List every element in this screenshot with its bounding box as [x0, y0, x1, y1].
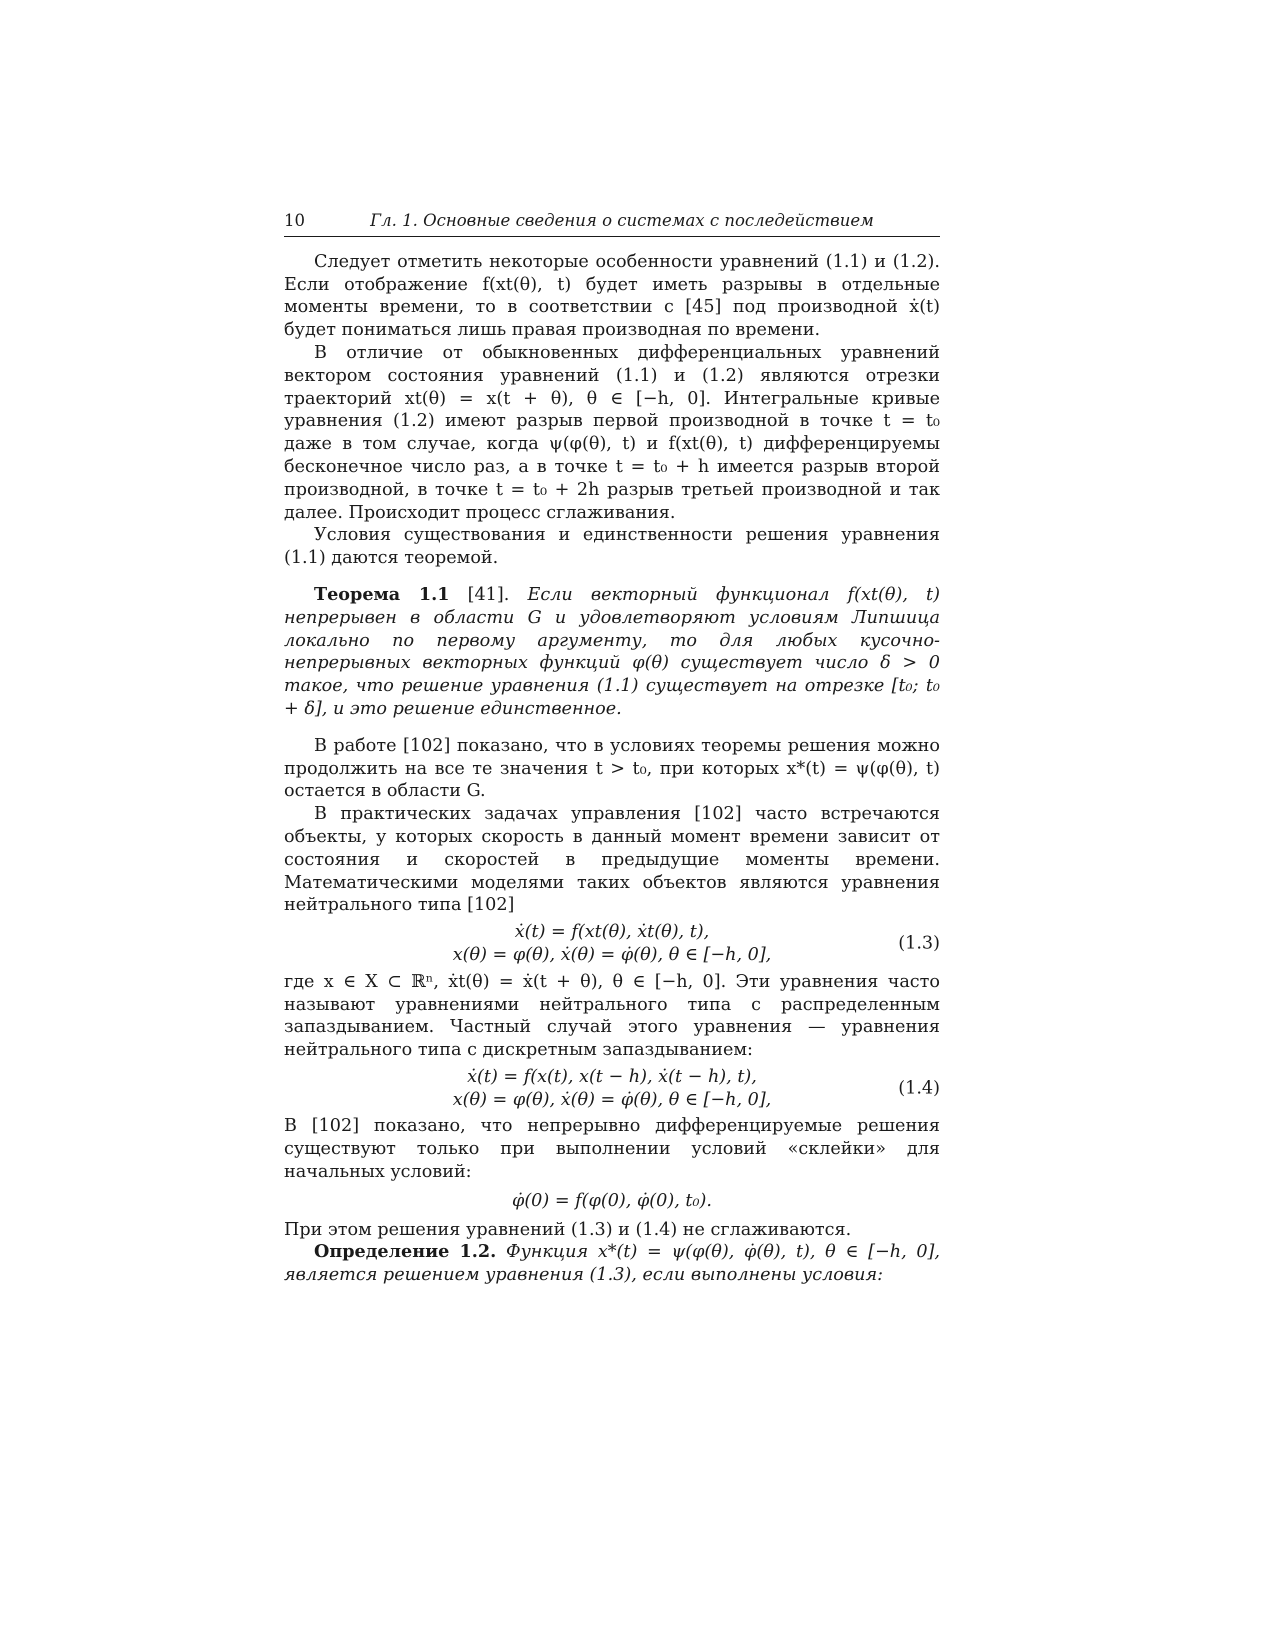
equation-1-4-line-1: ẋ(t) = f(x(t), x(t − h), ẋ(t − h), t),: [467, 1066, 757, 1087]
equation-1-3-number: (1.3): [898, 933, 940, 954]
paragraph-7: В [102] показано, что непрерывно дифференцируемые решения существуют только при выполнении условий «склейки» для начальных условий:: [284, 1116, 940, 1183]
equation-1-4-number: (1.4): [898, 1078, 940, 1099]
definition-text: Функция x*(t) = ψ(φ(θ), φ̇(θ), t), θ ∈ [−h, 0], является решением уравнения (1.3), если выполнены условия:: [284, 1242, 940, 1286]
page-number: 10: [284, 211, 305, 230]
paragraph-1: Следует отметить некоторые особенности уравнений (1.1) и (1.2). Если отображение f(xt(θ), t) будет иметь разрывы в отдельные моменты времени, то в соответствии с [45] под производной ẋ(t) будет пониматься лишь правая производная по времени.: [284, 251, 940, 341]
theorem-text: Если векторный функционал f(xt(θ), t) непрерывен в области G и удовлетворяют условиям Липшица локально по первому аргументу, то для любых кусочно-непрерывных векторных функций φ(θ) существует число δ > 0 такое, что решение уравнения (1.1) существует на отрезке [t₀; t₀ + δ], и это решение единственное.: [284, 584, 940, 719]
equation-1-3-line-2: x(θ) = φ(θ), ẋ(θ) = φ̇(θ), θ ∈ [−h, 0],: [452, 944, 772, 965]
paragraph-2: В отличие от обыкновенных дифференциальных уравнений вектором состояния уравнений (1.1) и (1.2) являются отрезки траекторий xt(θ) = x(t + θ), θ ∈ [−h, 0]. Интегральные кривые уравнения (1.2) имеют разрыв первой производной в точке t = t₀ даже в том случае, когда ψ(φ(θ), t) и f(xt(θ), t) дифференцируемы бесконечное число раз, а в точке t = t₀ + h имеется разрыв второй производной, в точке t = t₀ + 2h разрыв третьей производной и так далее. Происходит процесс сглаживания.: [284, 342, 940, 523]
equation-1-4-line-2: x(θ) = φ(θ), ẋ(θ) = φ̇(θ), θ ∈ [−h, 0],: [452, 1089, 772, 1110]
definition-1-2: [284, 1241, 940, 1287]
running-title: Гл. 1. Основные сведения о системах с последействием: [370, 211, 874, 230]
theorem-1-1: [284, 584, 940, 721]
equation-1-3-line-1: ẋ(t) = f(xt(θ), ẋt(θ), t),: [514, 922, 710, 943]
theorem-reference: [41].: [449, 584, 528, 605]
paragraph-6: где x ∈ X ⊂ ℝⁿ, ẋt(θ) = ẋ(t + θ), θ ∈ [−h, 0]. Эти уравнения часто называют уравнениями нейтрального типа с распределенным запаздыванием. Частный случай этого уравнения — уравнения нейтрального типа с дискретным запаздыванием:: [284, 971, 940, 1061]
paragraph-8: При этом решения уравнений (1.3) и (1.4) не сглаживаются.: [284, 1219, 852, 1240]
glue-condition: φ̇(0) = f(φ(0), φ̇(0), t₀).: [512, 1190, 712, 1211]
paragraph-3: Условия существования и единственности решения уравнения (1.1) даются теоремой.: [284, 525, 940, 569]
equation-1-3: [284, 921, 940, 967]
running-header: [284, 210, 940, 237]
equation-1-4: [284, 1066, 940, 1112]
book-page: [284, 210, 940, 1287]
definition-label: Определение 1.2.: [314, 1241, 497, 1263]
paragraph-5: В практических задачах управления [102] часто встречаются объекты, у которых скорость в данный момент времени зависит от состояния и скоростей в предыдущие моменты времени. Математическими моделями таких объектов являются уравнения нейтрального типа [102]: [284, 804, 940, 916]
theorem-label: Теорема 1.1: [314, 583, 450, 605]
paragraph-4: В работе [102] показано, что в условиях теоремы решения можно продолжить на все те значения t > t₀, при которых x*(t) = ψ(φ(θ), t) остается в области G.: [284, 735, 940, 802]
glue-condition-equation: [284, 1190, 940, 1213]
